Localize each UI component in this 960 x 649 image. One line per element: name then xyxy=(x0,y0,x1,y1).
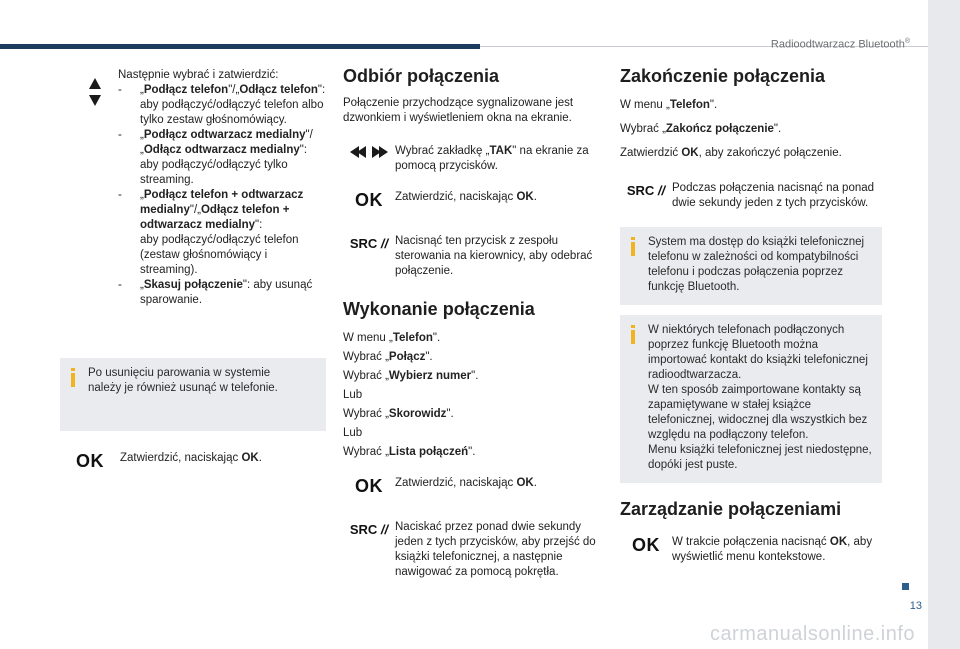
up-down-arrows-icon xyxy=(72,68,118,106)
tab-select-row: Wybrać zakładkę „TAK" na ekranie za pomocą przycisków. xyxy=(343,144,599,174)
menu-step: Wybrać „Zakończ połączenie". xyxy=(620,123,782,135)
context-menu-row: OK W trakcie połączenia nacisnąć OK, aby wyświetlić menu kontekstowe. xyxy=(620,533,876,565)
option-item: - „Skasuj połączenie": aby usunąć sparowanie. xyxy=(118,278,326,308)
menu-step: Wybrać „Lista połączeń". xyxy=(343,446,476,458)
info-icon xyxy=(628,325,638,343)
intro-text: Następnie wybrać i zatwierdzić: xyxy=(118,69,279,81)
watermark: carmanualsonline.info xyxy=(709,623,915,645)
confirm-row: OK Zatwierdzić, naciskając OK. xyxy=(343,188,599,210)
receive-call-text: Połączenie przychodzące sygnalizowane jest dzwonkiem i wyświetleniem okna na ekranie. xyxy=(343,97,574,124)
page-header-title: Radioodtwarzacz Bluetooth® xyxy=(770,38,910,51)
info-note: W niektórych telefonach podłączonych poprzez funkcję Bluetooth można importować kontakt do książki telefonicznej radioodtwarzacza. W ten sposób zaimportowane kontakty są zapamiętywane w stałej książce telefonicznej, widocznej dla wszystkich bez względu na podłączony telefon. Menu książki telefonicznej jest niedostępne, dopóki jest puste. xyxy=(620,315,882,483)
option-item: - „Podłącz telefon"/„Odłącz telefon": aby podłączyć/odłączyć telefon albo tylko zestaw głośnomówiący. xyxy=(118,83,326,128)
menu-step: Zatwierdzić OK, aby zakończyć połączenie. xyxy=(620,147,842,159)
src-steering-button-icon: SRC // xyxy=(349,236,389,251)
ok-button-icon: OK xyxy=(632,535,660,555)
info-note: Po usunięciu parowania w systemie należy je również usunąć w telefonie. xyxy=(60,358,326,431)
column-2 xyxy=(343,64,599,580)
or-text: Lub xyxy=(343,389,363,401)
header-bar xyxy=(0,44,480,49)
steering-button-row: SRC // Naciskać przez ponad dwie sekundy jeden z tych przycisków, aby przejść do książki telefonicznej, a następnie nawigować za pomocą pokrętła. xyxy=(343,518,599,580)
steering-button-row: SRC // Podczas połączenia nacisnąć na ponad dwie sekundy jeden z tych przycisków. xyxy=(620,179,876,211)
page-marker-icon xyxy=(902,583,909,590)
menu-step: Wybrać „Skorowidz". xyxy=(343,408,454,420)
steering-button-row: SRC // Nacisnąć ten przycisk z zespołu sterowania na kierownicy, aby odebrać połączenie. xyxy=(343,232,599,279)
menu-step: W menu „Telefon". xyxy=(343,332,441,344)
option-list xyxy=(118,83,326,308)
ok-button-icon: OK xyxy=(76,451,104,471)
section-title-make-call: Wykonanie połączenia xyxy=(343,299,535,319)
menu-step: Wybrać „Połącz". xyxy=(343,351,433,363)
info-icon xyxy=(68,368,78,386)
or-text: Lub xyxy=(343,427,363,439)
option-item: - „Podłącz telefon + odtwarzacz medialny"/„Odłącz telefon + odtwarzacz medialny": aby podłączyć/odłączyć telefon (zestaw głośnomówiący i streaming). xyxy=(118,188,326,278)
section-title-manage-calls: Zarządzanie połączeniami xyxy=(620,499,842,519)
menu-step: Wybrać „Wybierz numer". xyxy=(343,370,479,382)
page-sidebar xyxy=(928,0,960,649)
column-3 xyxy=(620,64,876,565)
option-item: - „Podłącz odtwarzacz medialny"/„Odłącz odtwarzacz medialny": aby podłączyć/odłączyć tylko streaming. xyxy=(118,128,326,188)
ok-button-icon: OK xyxy=(355,476,383,496)
section-title-receive-call: Odbiór połączenia xyxy=(343,66,500,86)
section-title-end-call: Zakończenie połączenia xyxy=(620,66,826,86)
left-right-arrows-icon xyxy=(343,144,395,158)
info-note: System ma dostęp do książki telefonicznej telefonu w zależności od kompatybilności telefonu i podczas połączenia poprzez funkcję Bluetooth. xyxy=(620,227,882,305)
column-1 xyxy=(72,68,326,471)
info-icon xyxy=(628,237,638,255)
menu-step: W menu „Telefon". xyxy=(620,99,718,111)
page-number: 13 xyxy=(909,600,922,612)
src-steering-button-icon: SRC // xyxy=(349,522,389,537)
ok-button-icon: OK xyxy=(355,190,383,210)
confirm-row: OK Zatwierdzić, naciskając OK. xyxy=(60,449,326,471)
menu-selection-row xyxy=(72,68,326,308)
src-steering-button-icon: SRC // xyxy=(626,183,666,198)
confirm-row: OK Zatwierdzić, naciskając OK. xyxy=(343,474,599,496)
